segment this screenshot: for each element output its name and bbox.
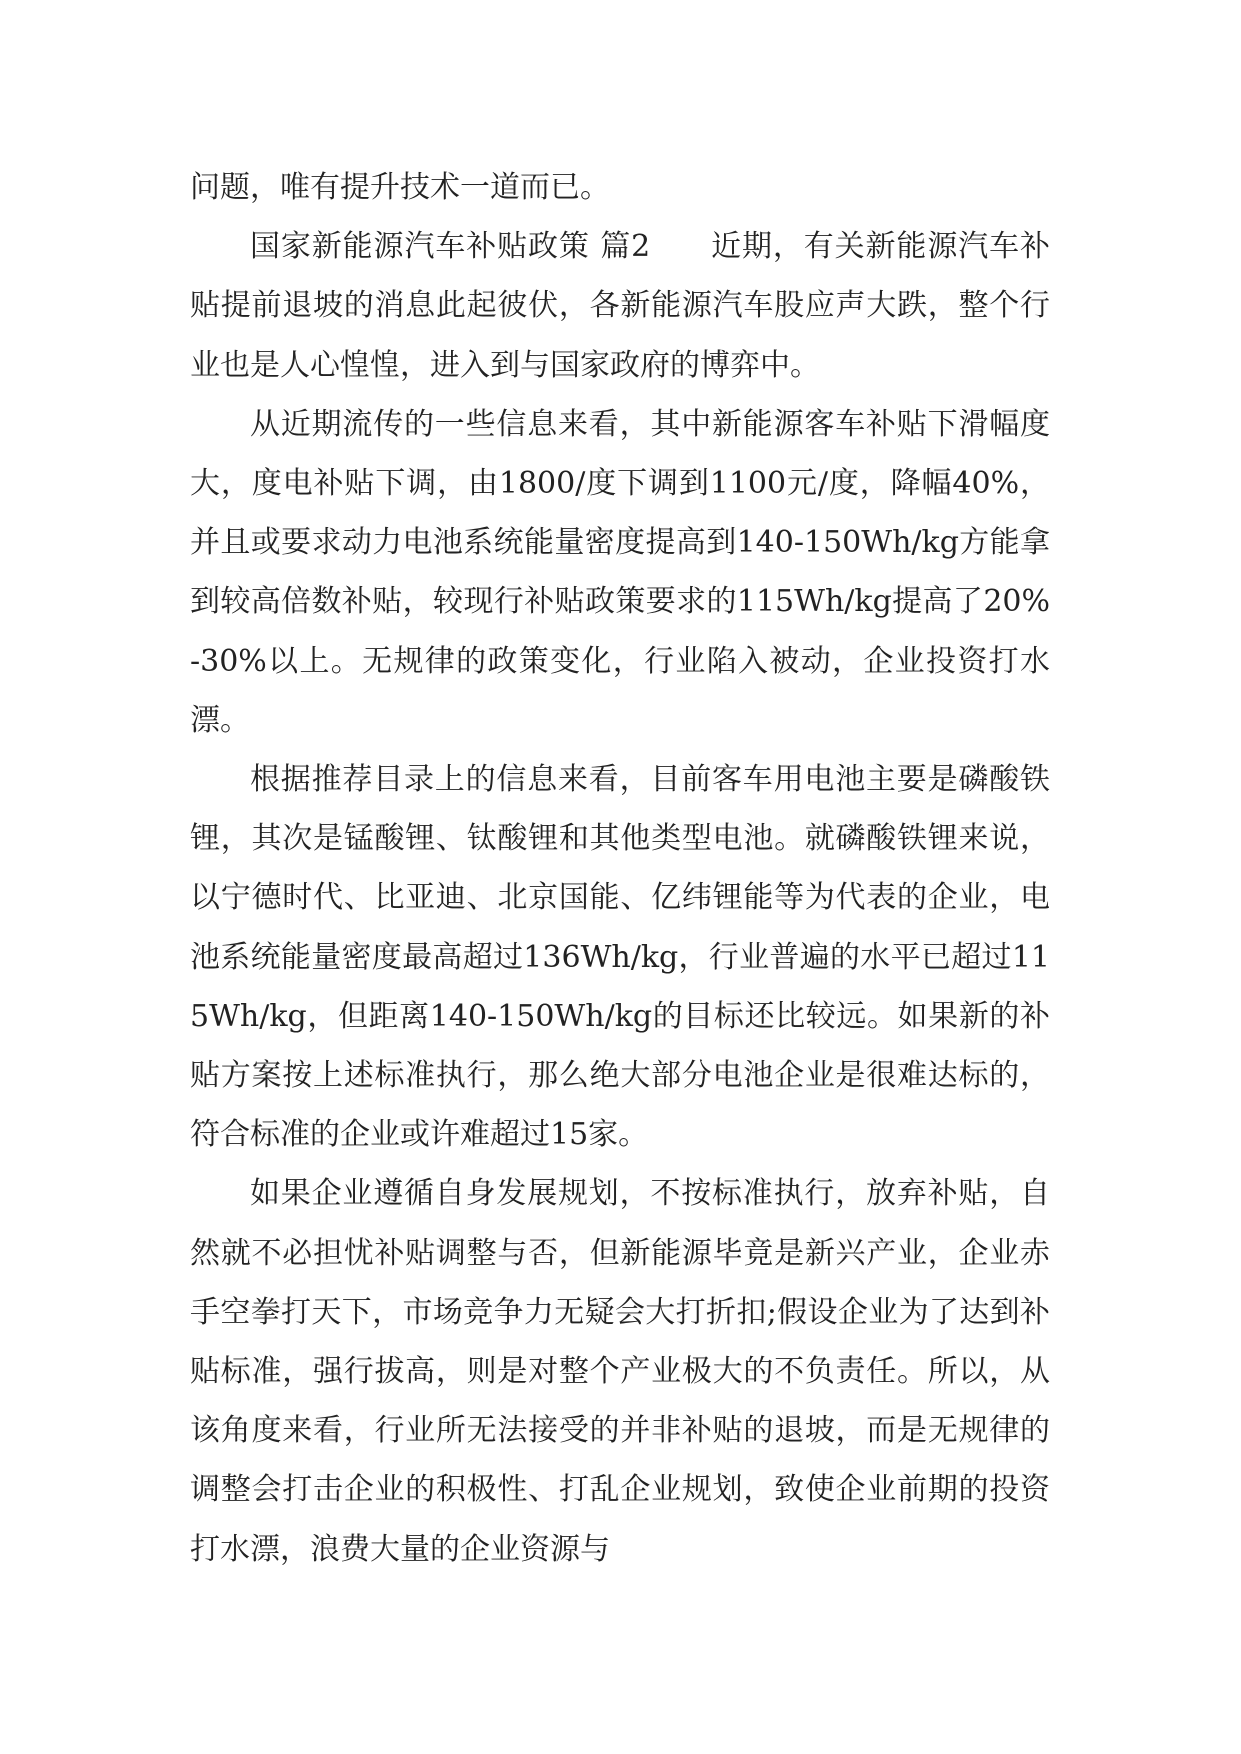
document-body bbox=[190, 158, 1050, 1579]
continuation-paragraph: 问题，唯有提升技术一道而已。 bbox=[190, 170, 610, 205]
paragraph-2: 从近期流传的一些信息来看，其中新能源客车补贴下滑幅度大，度电补贴下调，由1800/度下调到1100元/度，降幅40%，并且或要求动力电池系统能量密度提高到140-150Wh/kg方能拿到较高倍数补贴，较现行补贴政策要求的115Wh/kg提高了20%-30%以上。无规律的政策变化，行业陷入被动，企业投资打水漂。 bbox=[190, 406, 1050, 738]
paragraph-3: 根据推荐目录上的信息来看，目前客车用电池主要是磷酸铁锂，其次是锰酸锂、钛酸锂和其他类型电池。就磷酸铁锂来说，以宁德时代、比亚迪、北京国能、亿纬锂能等为代表的企业，电池系统能量密度最高超过136Wh/kg，行业普遍的水平已超过115Wh/kg，但距离140-150Wh/kg的目标还比较远。如果新的补贴方案按上述标准执行，那么绝大部分电池企业是很难达标的，符合标准的企业或许难超过15家。 bbox=[190, 762, 1050, 1153]
paragraph-4: 如果企业遵循自身发展规划，不按标准执行，放弃补贴，自然就不必担忧补贴调整与否，但新能源毕竟是新兴产业，企业赤手空拳打天下，市场竞争力无疑会大打折扣;假设企业为了达到补贴标准，强行拔高，则是对整个产业极大的不负责任。所以，从该角度来看，行业所无法接受的并非补贴的退坡，而是无规律的调整会打击企业的积极性、打乱企业规划，致使企业前期的投资打水漂，浪费大量的企业资源与 bbox=[190, 1176, 1050, 1567]
paragraph-1-text: 近期，有关新能源汽车补贴提前退坡的消息此起彼伏，各新能源汽车股应声大跌，整个行业也是人心惶惶，进入到与国家政府的博弈中。 bbox=[190, 229, 1050, 383]
section-heading: 国家新能源汽车补贴政策 篇2 bbox=[250, 229, 651, 265]
section-paragraph-1 bbox=[190, 217, 1050, 395]
